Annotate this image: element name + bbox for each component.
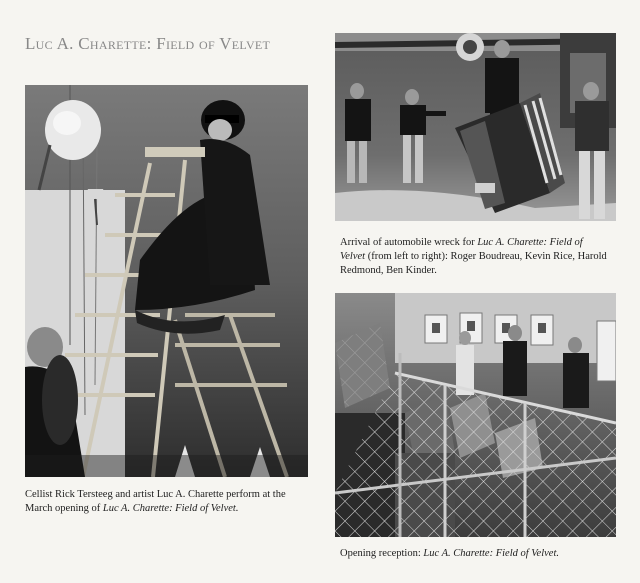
- reception-photo-illustration: [335, 293, 616, 537]
- automobile-caption: [340, 236, 610, 278]
- automobile-photo: [335, 33, 616, 221]
- reception-caption-text: Opening reception:: [340, 548, 424, 559]
- automobile-caption-tail: (from left to right): Roger Boudreau, Kevin Rice, Harold Redmond, Ben Kinder.: [340, 251, 607, 276]
- automobile-caption-text: Arrival of automobile wreck for: [340, 237, 478, 248]
- reception-caption-title: Luc A. Charette: Field of Velvet.: [423, 548, 559, 559]
- reception-photo: [335, 293, 616, 537]
- reception-caption: [340, 547, 615, 561]
- automobile-caption-title: Luc A. Charette: Field of Velvet: [340, 237, 583, 262]
- automobile-photo-illustration: [335, 33, 616, 221]
- performance-caption-title: Luc A. Charette: Field of Velvet.: [102, 503, 239, 514]
- page-title: Luc A. Charette: Field of Velvet: [25, 34, 271, 53]
- performance-caption: [25, 488, 315, 516]
- performance-photo: [25, 85, 308, 477]
- performance-caption-text: Cellist Rick Tersteeg and artist Luc A. Charette perform at the March opening of: [25, 489, 286, 514]
- performance-photo-illustration: [25, 85, 308, 477]
